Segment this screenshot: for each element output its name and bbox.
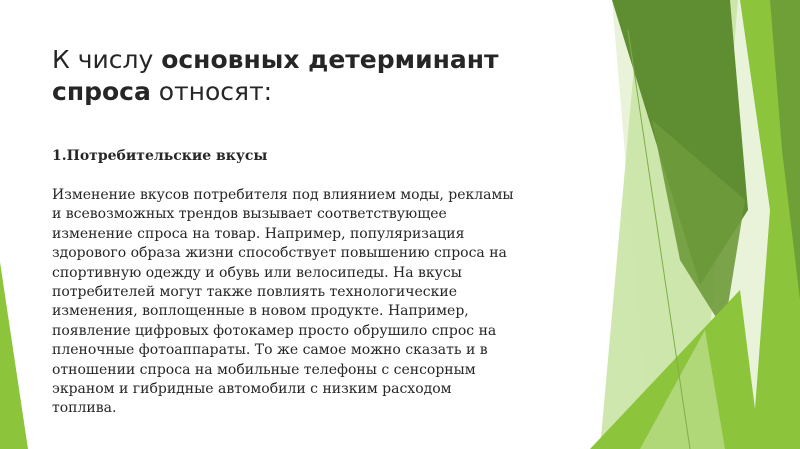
body-line: топлива. <box>52 400 117 417</box>
body-line: пленочные фотоаппараты. То же самое можно сказать и в <box>52 342 488 359</box>
left-edge-stripe <box>0 262 28 449</box>
body-line: изменения, воплощенные в новом продукте. Например, <box>52 303 469 320</box>
title-part-4: относят: <box>150 77 273 106</box>
body-line: здорового образа жизни способствует повышению спроса на <box>52 245 507 262</box>
title-part-1: К числу <box>52 45 162 74</box>
body-line: экраном и гибридные автомобили с низким расходом <box>52 381 452 398</box>
body-line: Изменение вкусов потребителя под влиянием моды, рекламы <box>52 187 514 203</box>
title-part-2: основных детерминант <box>161 45 499 74</box>
body-line: изменение спроса на товар. Например, популяризация <box>52 225 465 242</box>
body-line: потребителей могут также повлиять технологические <box>52 284 457 301</box>
body-line: и всевозможных трендов вызывает соответствующее <box>52 206 447 223</box>
body-line: отношении спроса на мобильные телефоны с сенсорным <box>52 361 476 378</box>
body-line: появление цифровых фотокамер просто обрушило спрос на <box>52 322 497 339</box>
section-subheading: 1.Потребительские вкусы <box>52 148 268 164</box>
title-part-3: спроса <box>52 77 151 106</box>
body-line: спортивную одежду и обувь или велосипеды. На вкусы <box>52 264 462 281</box>
body-paragraph <box>52 186 612 419</box>
slide-title <box>52 44 572 108</box>
